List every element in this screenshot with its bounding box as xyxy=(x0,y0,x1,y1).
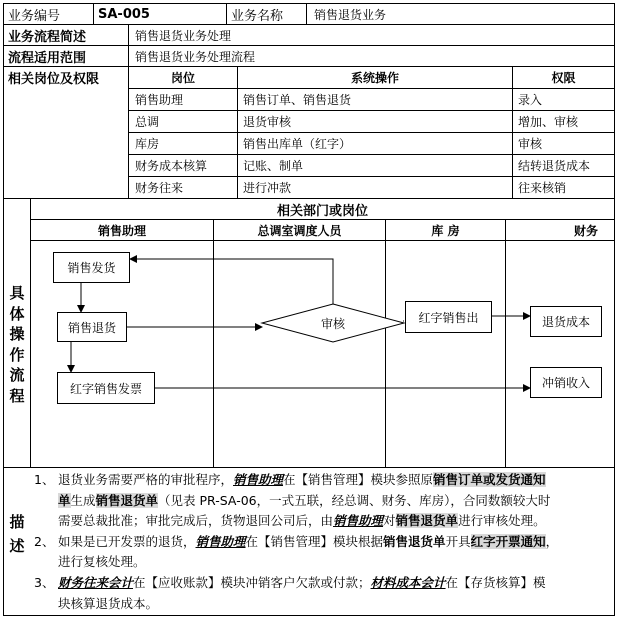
description-run: 退货业务需要严格的审批程序， xyxy=(58,472,234,487)
role-op: 进行冲款 xyxy=(243,181,292,195)
node-review: 审核 xyxy=(320,316,345,331)
description-run: 开具 xyxy=(445,533,471,549)
code-value: SA-005 xyxy=(98,6,150,22)
description-line xyxy=(34,470,612,491)
description-run: 单 xyxy=(58,492,71,508)
description-run: 如果是已开发票的退货， xyxy=(58,533,196,549)
scope-value: 销售退货业务处理流程 xyxy=(135,49,256,64)
description-run: 在【销售管理】模块参照原 xyxy=(283,472,434,487)
description-run: 进行复核处理。 xyxy=(58,554,146,570)
description-body xyxy=(34,470,612,614)
role-post: 总调 xyxy=(135,115,160,129)
description-line xyxy=(34,552,612,573)
role-perm: 录入 xyxy=(518,93,543,107)
description-run: ， xyxy=(545,533,559,549)
arrow-review-to-ship xyxy=(130,259,333,305)
role-perm: 结转退货成本 xyxy=(518,159,591,173)
code-label: 业务编号 xyxy=(8,8,61,24)
role-op: 销售出库单（红字） xyxy=(243,137,352,151)
description-run: 在【应收账款】模块冲销客户欠款或付款； xyxy=(133,574,371,590)
role-perm: 增加、审核 xyxy=(518,115,579,129)
description-item-number: 1、 xyxy=(34,472,55,487)
description-run: 销售助理 xyxy=(195,533,246,549)
description-item-number: 3、 xyxy=(34,574,55,590)
node-red-invoice: 红字销售发票 xyxy=(57,372,155,404)
description-run: 对 xyxy=(383,513,396,529)
description-run: 销售退货单 xyxy=(395,513,459,529)
description-line xyxy=(34,511,612,532)
description-run: 红字开票通知 xyxy=(470,533,546,549)
description-run: 块核算退货成本。 xyxy=(58,595,159,611)
description-run: 材料成本会计 xyxy=(370,574,446,590)
role-op: 记账、制单 xyxy=(243,159,304,173)
node-sales-ship: 销售发货 xyxy=(53,252,130,283)
description-run: （见表 PR-SA-06，一式五联，经总调、财务、库房），合同数额较大时 xyxy=(158,492,551,508)
description-run: 销售退货单 xyxy=(383,533,446,549)
description-side-label: 描述 xyxy=(9,513,25,555)
description-item-number: 2、 xyxy=(34,533,55,549)
node-red-out: 红字销售出 xyxy=(405,301,492,333)
node-offset-income: 冲销收入 xyxy=(530,367,602,398)
roles-label: 相关岗位及权限 xyxy=(8,71,100,87)
role-post: 销售助理 xyxy=(135,93,184,107)
description-run: 生成 xyxy=(70,492,96,508)
node-return-cost: 退货成本 xyxy=(530,306,602,337)
roles-header-perm: 权限 xyxy=(551,71,576,85)
lane-finance: 财务 xyxy=(573,223,598,238)
scope-label: 流程适用范围 xyxy=(8,50,87,66)
name-value: 销售退货业务 xyxy=(314,7,387,22)
description-run: 进行审核处理。 xyxy=(458,513,546,529)
description-run: 销售退货单 xyxy=(95,492,159,508)
lane-sales-assistant: 销售助理 xyxy=(97,223,146,238)
role-op: 销售订单、销售退货 xyxy=(243,93,352,107)
role-op: 退货审核 xyxy=(243,115,292,129)
role-perm: 审核 xyxy=(518,137,543,151)
description-run: 在【存货核算】模 xyxy=(445,574,546,590)
summary-value: 销售退货业务处理 xyxy=(135,28,232,43)
description-line xyxy=(34,491,612,512)
lane-warehouse: 库 房 xyxy=(431,223,460,238)
description-line xyxy=(34,573,612,594)
description-run: 销售助理 xyxy=(333,513,384,529)
summary-label: 业务流程简述 xyxy=(8,29,87,45)
role-post: 财务往来 xyxy=(135,181,184,195)
description-line xyxy=(34,594,612,615)
dept-title: 相关部门或岗位 xyxy=(276,203,368,219)
roles-header-post: 岗位 xyxy=(170,71,195,85)
description-run: 销售助理 xyxy=(233,472,284,487)
description-run: 财务往来会计 xyxy=(58,574,134,590)
role-perm: 往来核销 xyxy=(518,181,567,195)
name-label: 业务名称 xyxy=(231,8,284,24)
description-run: 需要总裁批准；审批完成后，货物退回公司后，由 xyxy=(58,513,334,529)
description-run: 销售订单或发货通知 xyxy=(433,472,546,487)
description-line xyxy=(34,532,612,553)
lane-dispatch: 总调室调度人员 xyxy=(257,223,342,238)
node-sales-return: 销售退货 xyxy=(57,312,127,342)
role-post: 库房 xyxy=(135,137,160,151)
roles-header-op: 系统操作 xyxy=(350,71,399,85)
role-post: 财务成本核算 xyxy=(135,159,208,173)
description-run: 在【销售管理】模块根据 xyxy=(245,533,384,549)
process-side-label: 具体操作流程 xyxy=(9,284,25,405)
